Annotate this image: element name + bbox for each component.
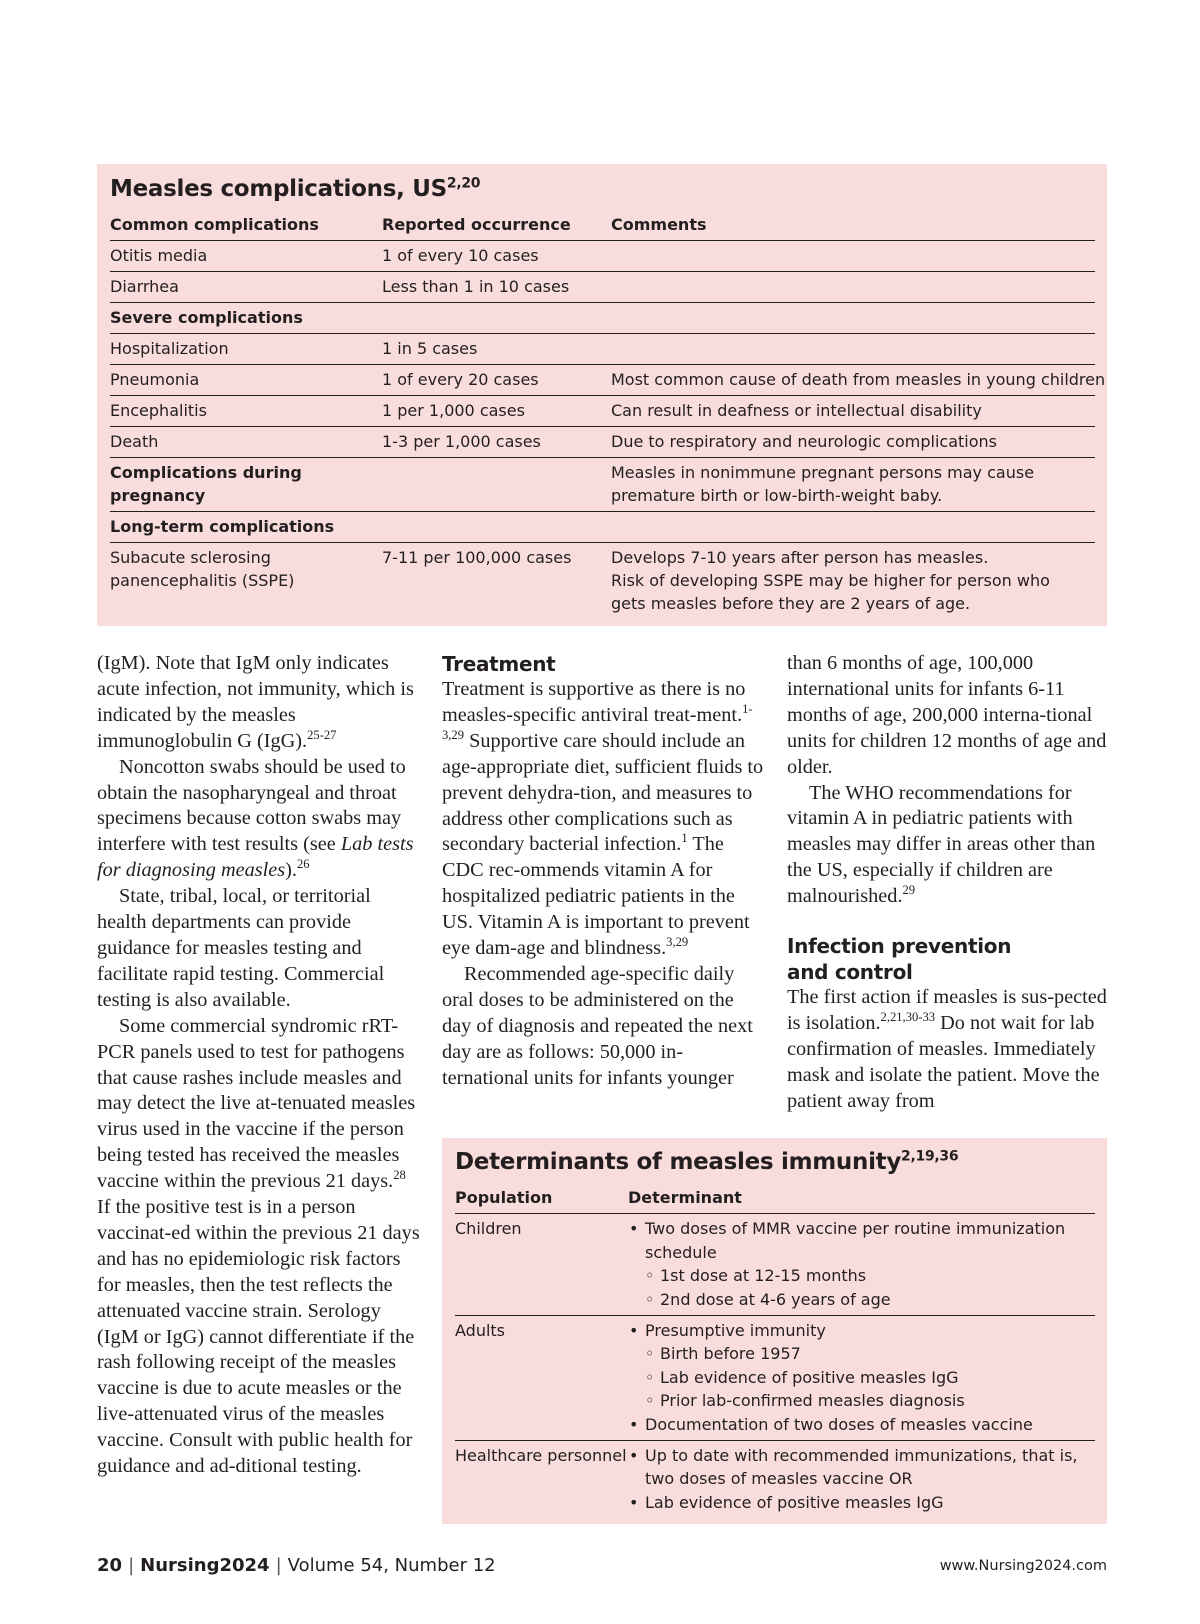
paragraph xyxy=(97,755,422,885)
cell-complication: Hospitalization xyxy=(110,339,229,358)
footer-separator: | xyxy=(275,1555,282,1576)
text: The CDC rec-ommends vitamin A for hospitalized pediatric patients in the US. Vitamin A is important to prevent eye dam-age and blindness. xyxy=(442,833,750,960)
text: Supportive care should include an age-appropriate diet, sufficient fluids to prevent dehydra-tion, and measures to address other complications such as secondary bacterial infection. xyxy=(442,729,764,856)
volume-issue: Volume 54, Number 12 xyxy=(287,1555,496,1576)
table-row xyxy=(110,543,1095,619)
heading-line: and control xyxy=(787,960,913,985)
text: Noncotton swabs should be used to obtain the nasopharyngeal and throat specimens because cotton swabs may interfere with test results (see xyxy=(97,755,406,856)
sub-list-item: ◦ 1st dose at 12-15 months xyxy=(628,1264,1095,1287)
cell-comment-line: Develops 7-10 years after person has measles. xyxy=(611,548,989,567)
footer-left xyxy=(97,1555,496,1576)
table-row xyxy=(455,1441,1095,1518)
complications-table-header xyxy=(110,210,1095,241)
list-item: • Documentation of two doses of measles vaccine xyxy=(628,1413,1095,1436)
cell-occurrence xyxy=(382,306,611,329)
immunity-table xyxy=(442,1138,1107,1524)
complications-table-title xyxy=(110,174,1095,204)
cell-population: Healthcare personnel xyxy=(455,1446,627,1466)
header-common-complications: Common complications xyxy=(110,215,319,234)
table-row xyxy=(110,241,1095,272)
journal-url: www.Nursing2024.com xyxy=(939,1558,1107,1574)
citation: 2,21,30-33 xyxy=(880,1010,936,1025)
citation: 1-3,29 xyxy=(442,702,753,743)
immunity-table-title xyxy=(455,1147,1095,1177)
table-row xyxy=(455,1316,1095,1441)
text: Treatment is supportive as there is no measles-specific antiviral treat-ment. xyxy=(442,678,746,726)
cell-population: Children xyxy=(455,1219,522,1239)
cell-occurrence: 1 in 5 cases xyxy=(382,339,478,358)
list-item: • Up to date with recommended immunizations, that is, two doses of measles vaccine OR xyxy=(628,1444,1095,1491)
header-reported-occurrence: Reported occurrence xyxy=(382,215,571,234)
cell-complication: Encephalitis xyxy=(110,401,207,420)
body-column-1 xyxy=(97,651,422,1480)
cell-complication: Diarrhea xyxy=(110,277,179,296)
citation: 25-27 xyxy=(307,727,337,742)
cell-comment: Can result in deafness or intellectual disability xyxy=(611,401,982,420)
cell-occurrence: 7-11 per 100,000 cases xyxy=(382,548,572,567)
cell-population: Adults xyxy=(455,1321,506,1341)
text: The first action if measles is sus-pected is isolation. xyxy=(787,986,1107,1034)
citation: 1 xyxy=(681,831,688,846)
cell-comment xyxy=(611,275,1095,298)
table-section-row xyxy=(110,512,1095,543)
header-population: Population xyxy=(455,1188,553,1207)
table-reference: Lab tests for diagnosing measles xyxy=(97,833,414,882)
determinant-list xyxy=(628,1319,1095,1436)
citation: 29 xyxy=(902,883,916,898)
paragraph: than 6 months of age, 100,000 international units for infants 6-11 months of age, 200,000 interna-tional units for children 12 months of age and older. xyxy=(787,652,1107,778)
body-column-2 xyxy=(442,651,764,1092)
text: (IgM). Note that IgM only indicates acute infection, not immunity, which is indicated by the measles immunoglobulin G (IgG). xyxy=(97,652,414,752)
table-row xyxy=(110,427,1095,458)
citation: 3,29 xyxy=(666,935,689,950)
immunity-table-title-text: Determinants of measles immunity xyxy=(455,1149,902,1175)
cell-occurrence: 1-3 per 1,000 cases xyxy=(382,432,541,451)
page-footer xyxy=(97,1555,1107,1583)
table-row xyxy=(110,272,1095,303)
paragraph xyxy=(787,781,1109,911)
table-row xyxy=(110,365,1106,396)
cell-comment xyxy=(611,546,1095,615)
complications-table-title-refs: 2,20 xyxy=(446,175,481,192)
table-row xyxy=(110,458,1095,512)
cell-comment xyxy=(611,515,1095,538)
cell-complication: Subacute sclerosing panencephalitis (SSPE) xyxy=(110,548,295,590)
list-item: • Two doses of MMR vaccine per routine immunization schedule xyxy=(628,1217,1095,1264)
cell-occurrence: 1 per 1,000 cases xyxy=(382,401,525,420)
section-heading-infection-prevention xyxy=(787,933,1109,985)
paragraph xyxy=(97,1014,422,1480)
paragraph xyxy=(442,677,764,962)
header-comments: Comments xyxy=(611,215,707,234)
cell-comment xyxy=(611,306,1095,329)
cell-complication: Pneumonia xyxy=(110,370,200,389)
cell-occurrence: 1 of every 10 cases xyxy=(382,246,539,265)
cell-comment xyxy=(611,337,1095,360)
journal-name: Nursing2024 xyxy=(140,1555,270,1576)
determinant-list xyxy=(628,1444,1095,1514)
section-pregnancy-complications: Complications during pregnancy xyxy=(110,463,302,505)
section-heading-treatment: Treatment xyxy=(442,652,556,676)
complications-table xyxy=(97,164,1107,626)
cell-occurrence: Less than 1 in 10 cases xyxy=(382,277,570,296)
paragraph xyxy=(787,985,1109,1115)
cell-comment xyxy=(611,244,1095,267)
text: Do not wait for lab confirmation of measles. Immediately mask and isolate the patient. Move the patient away from xyxy=(787,1011,1100,1112)
table-row xyxy=(110,396,1095,427)
text: The WHO recommendations for vitamin A in pediatric patients with measles may differ in areas other than the US, especially if children are malnourished. xyxy=(787,781,1096,908)
table-row xyxy=(110,334,1095,365)
text: Some commercial syndromic rRT-PCR panels used to test for pathogens that cause rashes include measles and may detect the live at-tenuated measles virus used in the vaccine if the person being tested has received the measles vaccine within the previous 21 days. xyxy=(97,1014,416,1193)
table-section-row xyxy=(110,303,1095,334)
cell-comment: Most common cause of death from measles in young children xyxy=(611,370,1106,389)
paragraph: Recommended age-specific daily oral doses to be administered on the day of diagnosis and repeated the next day are as follows: 50,000 in-ternational units for infants younger xyxy=(442,962,753,1089)
cell-complication: Death xyxy=(110,432,159,451)
citation: 28 xyxy=(393,1168,406,1183)
list-item: • Presumptive immunity xyxy=(628,1319,1095,1342)
sub-list-item: ◦ Prior lab-confirmed measles diagnosis xyxy=(628,1389,1095,1412)
cell-comment: Due to respiratory and neurologic complications xyxy=(611,432,997,451)
sub-list-item: ◦ Birth before 1957 xyxy=(628,1342,1095,1365)
immunity-table-title-refs: 2,19,36 xyxy=(901,1148,959,1165)
table-row xyxy=(455,1214,1095,1316)
citation: 26 xyxy=(297,857,310,872)
cell-occurrence xyxy=(382,515,611,538)
text: If the positive test is in a person vaccinat-ed within the previous 21 days and has no epidemiologic risk factors for measles, then the test reflects the attenuated vaccine strain. Serology (IgM or IgG) cannot differentiate if the rash following receipt of the measles vaccine is due to acute measles or the live-attenuated virus of the measles vaccine. Consult with public health for guidance and ad-ditional testing. xyxy=(97,1196,420,1478)
complications-table-title-text: Measles complications, US xyxy=(110,176,447,202)
text: ). xyxy=(285,859,297,882)
cell-complication: Otitis media xyxy=(110,246,208,265)
section-severe-complications: Severe complications xyxy=(110,308,303,327)
page-number: 20 xyxy=(97,1555,123,1576)
immunity-table-header xyxy=(455,1183,1095,1214)
list-item: • Lab evidence of positive measles IgG xyxy=(628,1491,1095,1514)
section-long-term-complications: Long-term complications xyxy=(110,517,335,536)
cell-occurrence: 1 of every 20 cases xyxy=(382,370,539,389)
paragraph: State, tribal, local, or territorial health departments can provide guidance for measles testing and facilitate rapid testing. Commercial testing is also available. xyxy=(97,885,385,1011)
paragraph xyxy=(97,651,422,755)
footer-separator: | xyxy=(128,1555,135,1576)
cell-occurrence xyxy=(382,461,611,507)
sub-list-item: ◦ 2nd dose at 4-6 years of age xyxy=(628,1288,1095,1311)
body-column-3 xyxy=(787,651,1109,1115)
cell-comment-line: Risk of developing SSPE may be higher for person who gets measles before they are 2 years of age. xyxy=(611,571,1050,613)
cell-comment: Measles in nonimmune pregnant persons may cause premature birth or low-birth-weight baby. xyxy=(611,463,1035,505)
sub-list-item: ◦ Lab evidence of positive measles IgG xyxy=(628,1366,1095,1389)
heading-line: Infection prevention xyxy=(787,934,1012,959)
header-determinant: Determinant xyxy=(628,1188,742,1207)
determinant-list xyxy=(628,1217,1095,1311)
